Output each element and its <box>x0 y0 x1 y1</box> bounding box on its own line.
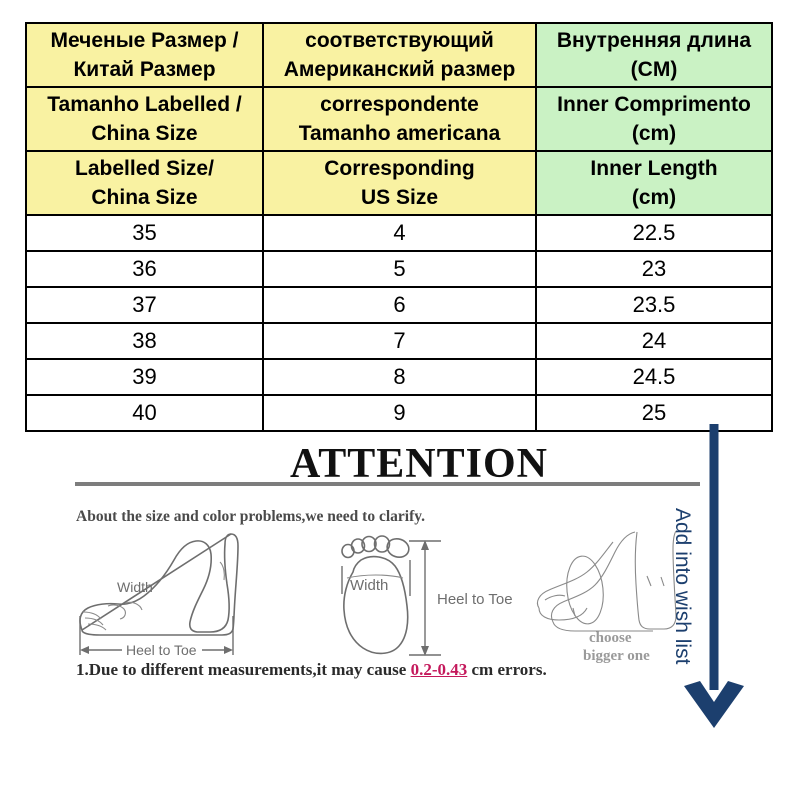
header-cell-inner-length-ru <box>536 23 772 87</box>
header-line: Labelled Size/ <box>75 157 214 180</box>
header-line: China Size <box>91 122 198 145</box>
note-highlight-range: 0.2-0.43 <box>410 660 468 679</box>
cell-inner-length: 23 <box>536 251 772 287</box>
cell-us-size: 5 <box>263 251 536 287</box>
header-cell-inner-length-en <box>536 151 772 215</box>
add-to-wishlist-label[interactable]: Add into wish list <box>671 508 694 665</box>
cell-inner-length: 22.5 <box>536 215 772 251</box>
header-line: China Size <box>91 186 198 209</box>
choose-bigger-line2: bigger one <box>583 648 650 664</box>
width-label: Width <box>117 579 153 595</box>
attention-title: ATTENTION <box>290 441 548 487</box>
header-line: (CM) <box>630 58 678 81</box>
header-line: Внутренняя длина <box>556 29 752 52</box>
heel-to-toe-label: Heel to Toe <box>126 642 197 658</box>
header-line: Corresponding <box>324 157 475 180</box>
header-line: Inner Length <box>590 157 718 180</box>
table-row <box>26 215 772 251</box>
foot-sole-view-diagram <box>325 530 515 670</box>
cell-china-size: 38 <box>26 323 263 359</box>
cell-us-size: 4 <box>263 215 536 251</box>
cell-us-size: 9 <box>263 395 536 431</box>
header-line: Китай Размер <box>73 58 216 81</box>
table-row <box>26 359 772 395</box>
header-cell-labelled-size-pt <box>26 87 263 151</box>
cell-inner-length: 23.5 <box>536 287 772 323</box>
size-chart-table <box>25 22 773 432</box>
choose-bigger-line1: choose <box>589 630 632 646</box>
header-cell-us-size-en <box>263 151 536 215</box>
table-header-row-en <box>26 151 772 215</box>
header-cell-inner-length-pt <box>536 87 772 151</box>
table-row <box>26 251 772 287</box>
arrow-right-icon <box>224 646 233 654</box>
shoe-opening <box>564 554 607 625</box>
attention-intro-text: About the size and color problems,we need to clarify. <box>76 508 426 525</box>
header-line: Tamanho Labelled / <box>47 93 242 116</box>
header-line: (cm) <box>631 186 677 209</box>
header-line: Меченые Размер / <box>50 29 239 52</box>
header-line: Американский размер <box>283 58 516 81</box>
header-cell-labelled-size-ru <box>26 23 263 87</box>
cell-us-size: 6 <box>263 287 536 323</box>
header-cell-us-size-pt <box>263 87 536 151</box>
header-line: (cm) <box>631 122 677 145</box>
heel-to-toe-label: Heel to Toe <box>437 591 513 608</box>
header-cell-labelled-size-en <box>26 151 263 215</box>
toe-5 <box>342 545 354 558</box>
cell-inner-length: 25 <box>536 395 772 431</box>
cell-us-size: 8 <box>263 359 536 395</box>
foot-side-icon <box>70 532 300 662</box>
note-prefix: 1.Due to different measurements,it may cause <box>76 660 411 679</box>
width-label: Width <box>350 577 389 594</box>
header-line: correspondente <box>320 93 479 116</box>
cell-us-size: 7 <box>263 323 536 359</box>
cell-china-size: 35 <box>26 215 263 251</box>
foot-sole-icon <box>325 530 515 665</box>
table-header-row-pt <box>26 87 772 151</box>
cell-china-size: 37 <box>26 287 263 323</box>
header-line: Inner Comprimento <box>557 93 751 116</box>
table-row <box>26 323 772 359</box>
cell-inner-length: 24 <box>536 323 772 359</box>
table-header-row-ru <box>26 23 772 87</box>
header-line: US Size <box>360 186 439 209</box>
cell-china-size: 40 <box>26 395 263 431</box>
table-row <box>26 287 772 323</box>
measurement-error-note <box>76 660 547 680</box>
cell-china-size: 36 <box>26 251 263 287</box>
note-suffix: cm errors. <box>467 660 547 679</box>
header-line: соответствующий <box>305 29 494 52</box>
foot-side-view-diagram <box>70 532 300 667</box>
header-cell-us-size-ru <box>263 23 536 87</box>
arrow-left-icon <box>80 646 89 654</box>
cell-china-size: 39 <box>26 359 263 395</box>
header-line: Tamanho americana <box>298 122 501 145</box>
cell-inner-length: 24.5 <box>536 359 772 395</box>
